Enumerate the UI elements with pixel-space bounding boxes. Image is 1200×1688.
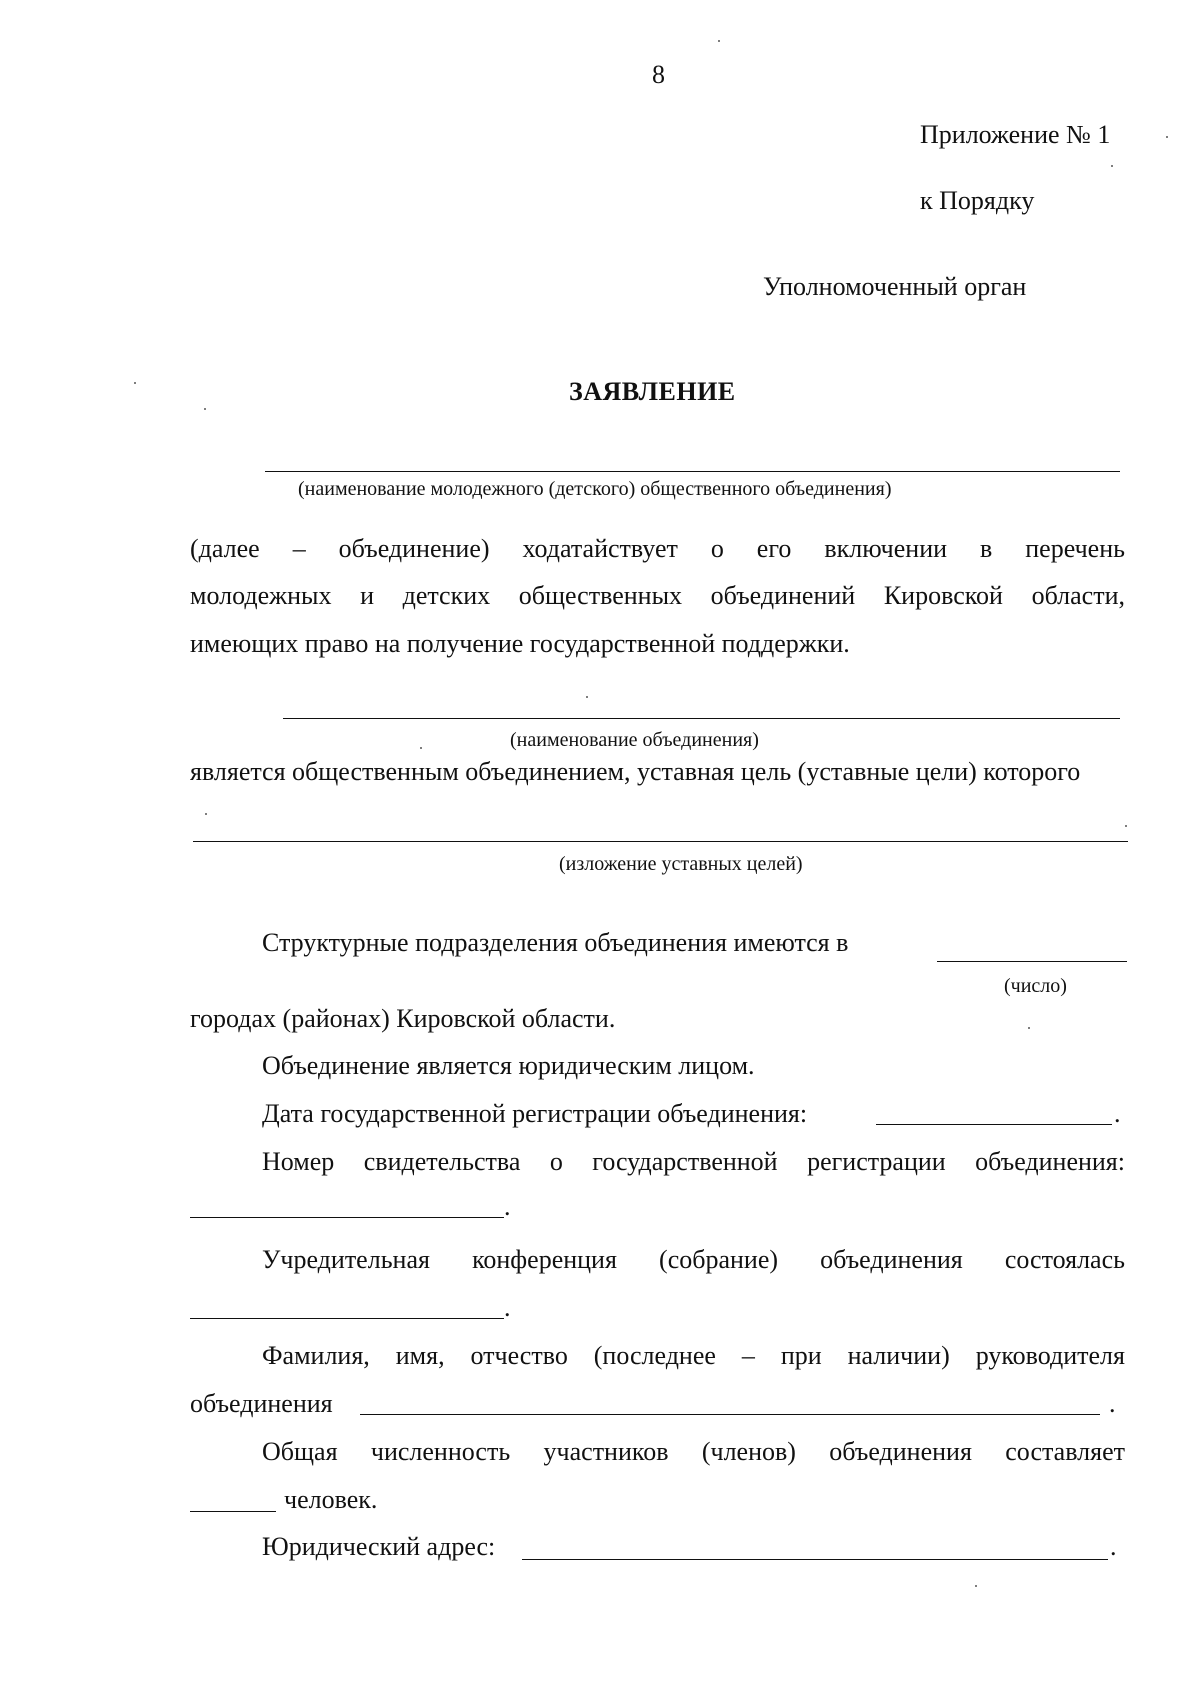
scan-speck [1111,165,1113,167]
scan-speck [1166,136,1168,138]
founding-conference-field[interactable] [190,1318,504,1319]
members-count-line2: человек. [284,1485,378,1514]
number-field[interactable] [937,961,1127,962]
registration-date-period: . [1114,1099,1121,1128]
legal-entity-line: Объединение является юридическим лицом. [262,1051,755,1080]
scan-speck [204,408,206,410]
page-number: 8 [652,60,665,89]
scan-speck [586,696,588,698]
registration-date-label: Дата государственной регистрации объединения: [262,1099,808,1128]
org-full-name-caption: (наименование молодежного (детского) общественного объединения) [298,478,892,500]
org-name-caption: (наименование объединения) [510,729,759,751]
legal-address-period: . [1110,1532,1117,1561]
legal-address-field[interactable] [522,1559,1108,1560]
members-count-field[interactable] [190,1511,276,1512]
head-name-field[interactable] [360,1414,1100,1415]
scan-speck [420,747,422,749]
org-full-name-field[interactable] [265,471,1120,472]
scan-speck [975,1585,977,1587]
goals-caption: (изложение уставных целей) [559,853,803,875]
head-name-period: . [1109,1389,1116,1418]
legal-address-label: Юридический адрес: [262,1532,496,1561]
scan-speck [718,40,720,42]
certificate-number-label: Номер свидетельства о государственной регистрации объединения: [262,1147,1125,1176]
scan-speck [1125,825,1127,827]
structural-line1: Структурные подразделения объединения имеются в [262,928,849,957]
head-name-line1: Фамилия, имя, отчество (последнее – при наличии) руководителя [262,1341,1125,1370]
founding-conference-period: . [504,1293,511,1322]
authority-label: Уполномоченный орган [763,272,1027,301]
scan-speck [1028,1027,1030,1029]
paragraph1-line2: молодежных и детских общественных объединений Кировской области, [190,581,1125,610]
number-caption: (число) [1004,975,1067,997]
goals-field[interactable] [193,841,1128,842]
paragraph1-line3: имеющих право на получение государственной поддержки. [190,629,850,658]
members-count-line1: Общая численность участников (членов) объединения составляет [262,1437,1125,1466]
head-name-line2: объединения [190,1389,333,1418]
org-name-field[interactable] [283,718,1120,719]
registration-date-field[interactable] [876,1124,1112,1125]
structural-line2: городах (районах) Кировской области. [190,1004,616,1033]
scan-speck [205,813,207,815]
founding-conference-label: Учредительная конференция (собрание) объединения состоялась [262,1245,1125,1274]
scan-speck [134,382,136,384]
paragraph1-line1: (далее – объединение) ходатайствует о его включении в перечень [190,534,1125,563]
appendix-label: Приложение № 1 [920,120,1111,149]
certificate-number-period: . [504,1192,511,1221]
to-order-label: к Порядку [920,186,1035,215]
statute-line: является общественным объединением, уставная цель (уставные цели) которого [190,757,1081,786]
certificate-number-field[interactable] [190,1217,504,1218]
document-title: ЗАЯВЛЕНИЕ [569,377,736,406]
